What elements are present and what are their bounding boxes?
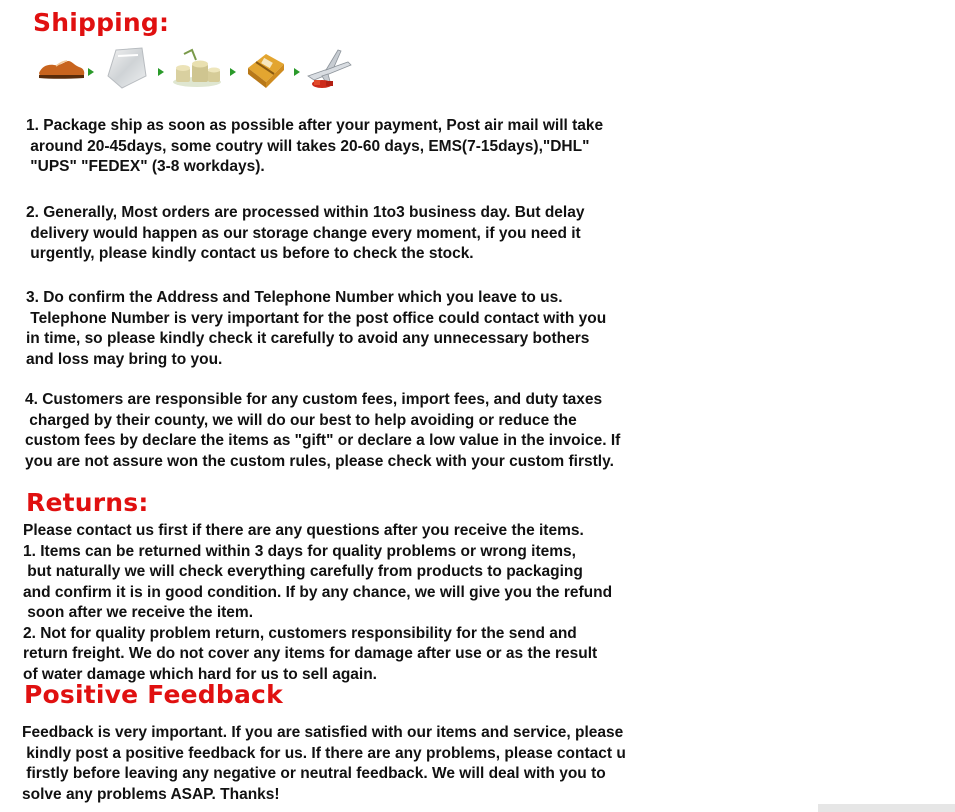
shipping-item-1-line-2: around 20-45days, some coutry will takes 20-60 days, EMS(7-15days),"DHL" [26,138,590,155]
shipping-item-2-line-2: delivery would happen as our storage change every moment, if you need it [26,225,581,242]
flow-arrow-icon [88,68,94,76]
shipping-flow [36,46,346,96]
returns-heading: Returns: [26,488,149,517]
flow-arrow-icon [158,68,164,76]
returns-line-6: 2. Not for quality problem return, customers responsibility for the send and [23,625,577,642]
feedback-line-4: solve any problems ASAP. Thanks! [22,786,280,803]
shipping-item-3-line-3: in time, so please kindly check it carefully to avoid any unnecessary bothers [26,330,590,347]
returns-line-2: 1. Items can be returned within 3 days for quality problems or wrong items, [23,543,576,560]
feedback-line-3: firstly before leaving any negative or neutral feedback. We will deal with you to [22,765,606,782]
shipping-item-1-line-3: "UPS" "FEDEX" (3-8 workdays). [26,158,265,175]
packing-tape-icon [170,46,224,90]
shipping-item-4-line-1: 4. Customers are responsible for any custom fees, import fees, and duty taxes [25,391,603,408]
poly-bag-icon [102,46,150,90]
feedback-line-2: kindly post a positive feedback for us. If there are any problems, please contact u [22,745,626,762]
shipping-item-4-line-2: charged by their county, we will do our best to help avoiding or reduce the [25,412,577,429]
feedback-heading: Positive Feedback [24,680,283,709]
returns-line-3: but naturally we will check everything carefully from products to packaging [23,563,583,580]
shipping-item-1-line-1: 1. Package ship as soon as possible after your payment, Post air mail will take [26,117,604,134]
shipping-item-3-line-4: and loss may bring to you. [26,351,223,368]
airplane-icon [304,46,354,90]
returns-line-5: soon after we receive the item. [23,604,254,621]
shipping-heading: Shipping: [33,8,170,37]
flow-arrow-icon [294,68,300,76]
feedback-line-1: Feedback is very important. If you are satisfied with our items and service, please [22,724,624,741]
returns-line-7: return freight. We do not cover any items for damage after use or as the result [23,645,598,662]
returns-line-8: of water damage which hard for us to sell again. [23,666,377,683]
shipping-item-2-line-3: urgently, please kindly contact us before to check the stock. [26,245,474,262]
returns-line-4: and confirm it is in good condition. If by any chance, we will give you the refund [23,584,613,601]
shipping-item-3-line-2: Telephone Number is very important for the post office could contact with you [26,310,607,327]
shipping-item-3-line-1: 3. Do confirm the Address and Telephone Number which you leave to us. [26,289,563,306]
returns-line-1: Please contact us first if there are any questions after you receive the items. [23,522,584,539]
shipping-item-2-line-1: 2. Generally, Most orders are processed within 1to3 business day. But delay [26,204,585,221]
shipping-item-4-line-3: custom fees by declare the items as "gift" or declare a low value in the invoice. If [25,432,621,449]
flow-arrow-icon [230,68,236,76]
parcel-icon [242,46,288,90]
shipping-item-4-line-4: you are not assure won the custom rules, please check with your custom firstly. [25,453,614,470]
shoe-icon [36,46,86,86]
bottom-corner-bar [818,804,955,812]
